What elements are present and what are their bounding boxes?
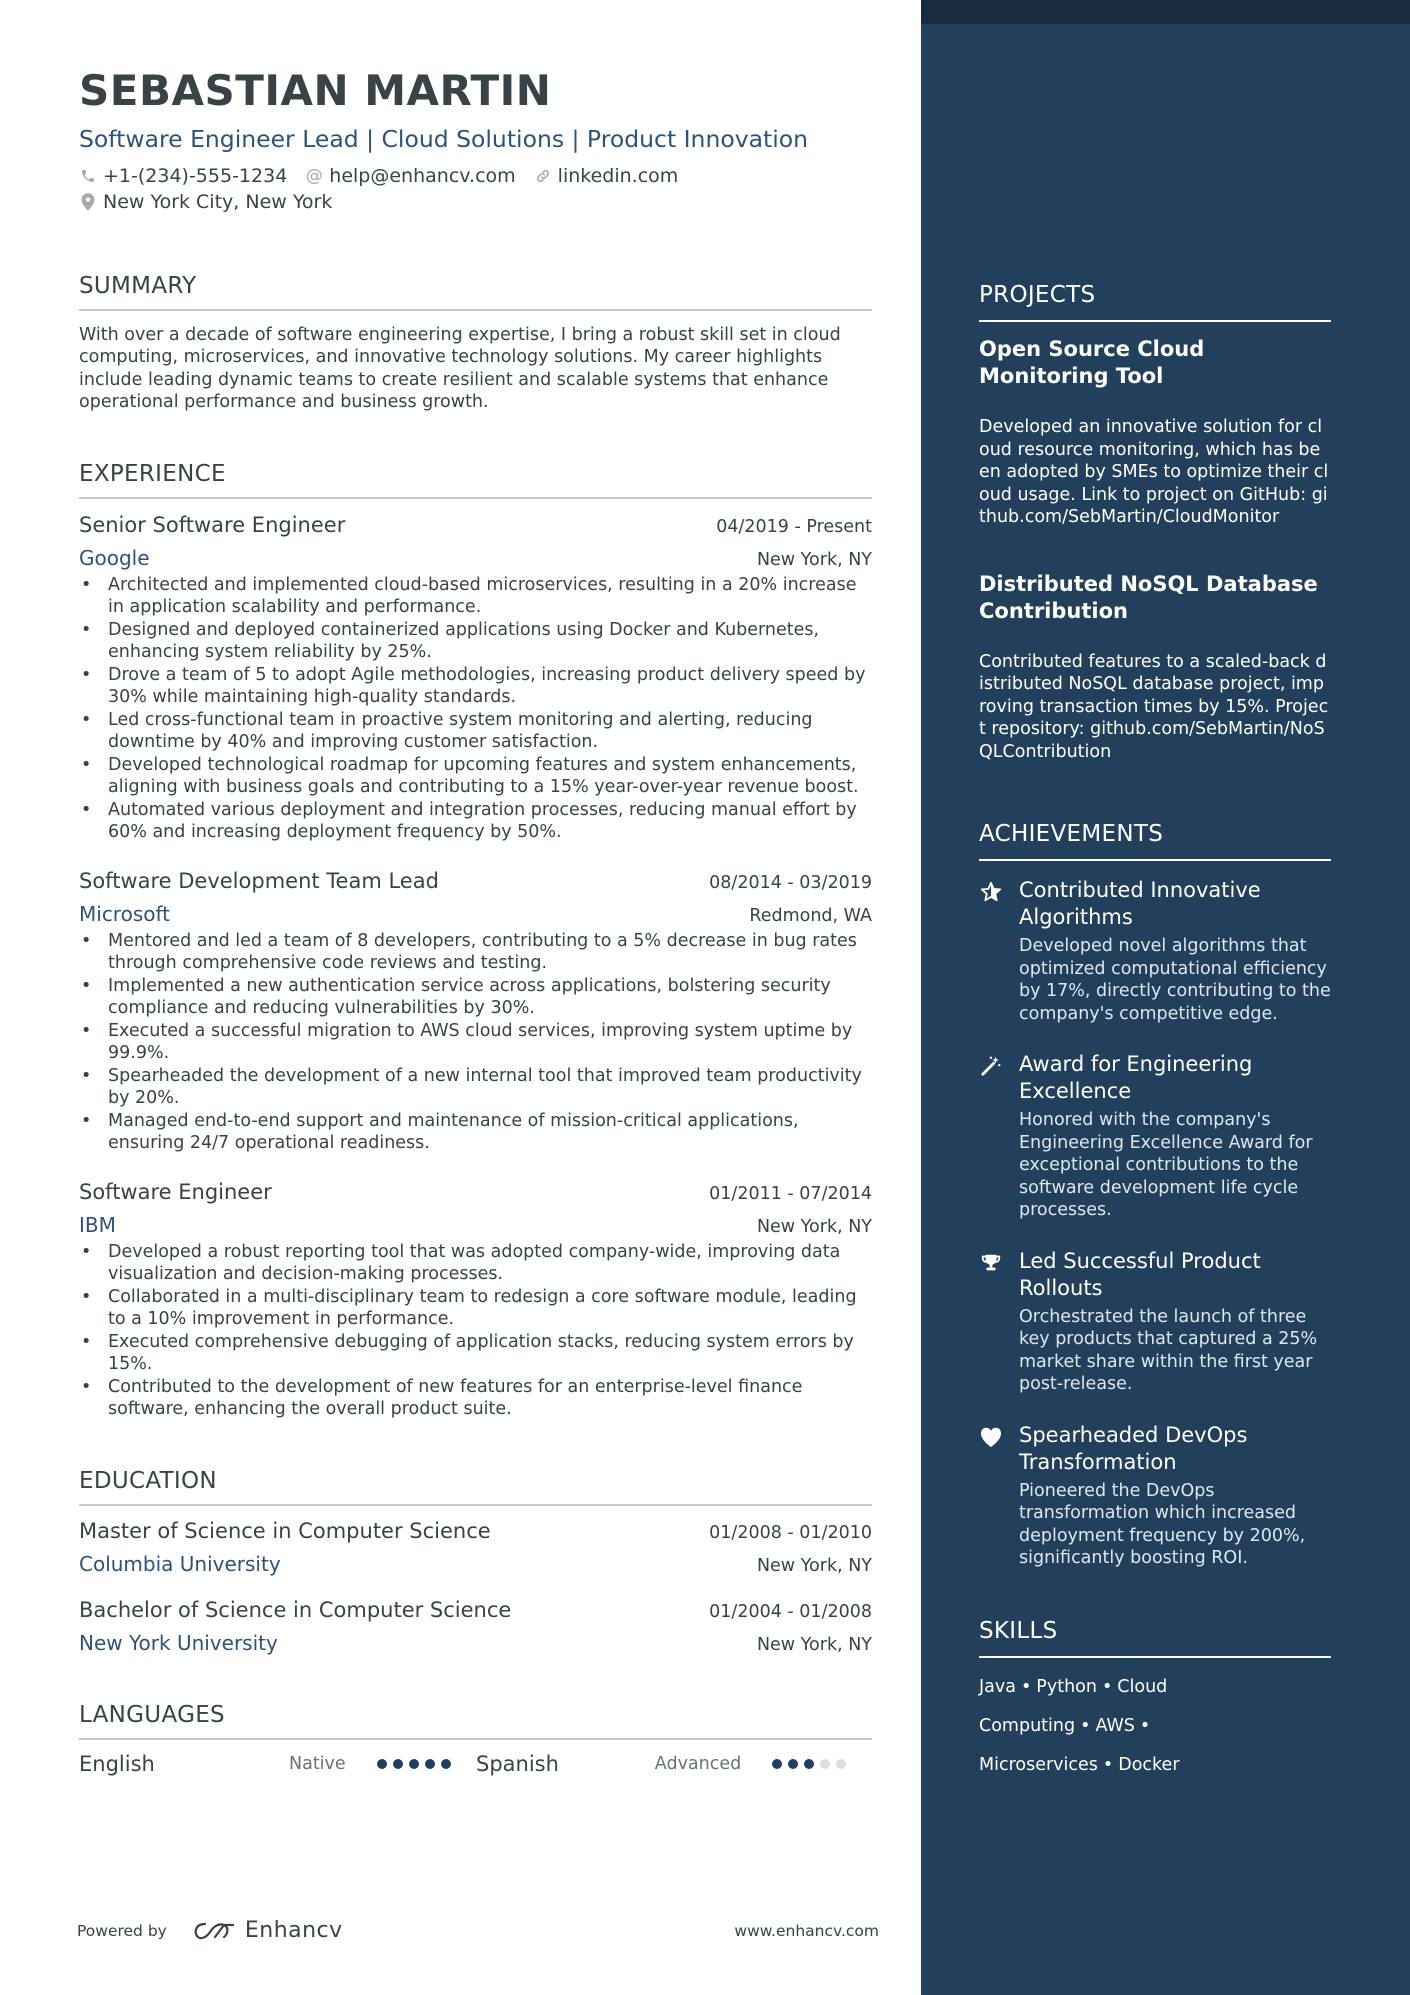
language-level: Advanced <box>654 1753 742 1774</box>
achievements-title: ACHIEVEMENTS <box>979 821 1331 861</box>
achievement-description: Orchestrated the launch of three key products that captured a 25% market share within the first year post-release. <box>1019 1306 1318 1394</box>
job-entry <box>79 869 872 1155</box>
bullet-item: • Drove a team of 5 to adopt Agile methodologies, increasing product delivery speed by 30% while maintaining high-quality standards. <box>79 664 872 709</box>
sidebar <box>921 0 1410 1995</box>
contact-link[interactable] <box>534 165 679 187</box>
experience-title: EXPERIENCE <box>79 461 872 499</box>
school-location: New York, NY <box>756 1634 872 1655</box>
achievement-description: Pioneered the DevOps transformation which increased deployment frequency by 200%, significantly boosting ROI. <box>1019 1480 1306 1568</box>
bullet-item: • Contributed to the development of new features for an enterprise-level finance software, enhancing the overall product suite. <box>79 1376 872 1421</box>
website-link[interactable]: www.enhancv.com <box>734 1921 879 1940</box>
rating-dot-filled <box>804 1759 814 1769</box>
skill-tag: AWS <box>1095 1715 1135 1736</box>
bullet-item: • Designed and deployed containerized applications using Docker and Kubernetes, enhancing system reliability by 25%. <box>79 619 872 664</box>
rating-dot-empty <box>820 1759 830 1769</box>
heart-icon <box>979 1422 1003 1570</box>
job-dates: 08/2014 - 03/2019 <box>709 872 872 893</box>
brand-logo[interactable] <box>191 1918 343 1943</box>
language-level: Native <box>289 1753 346 1774</box>
job-entry <box>79 513 872 844</box>
job-title: Software Engineer <box>79 1179 272 1204</box>
company-name: Google <box>79 545 150 570</box>
achievement-item <box>979 1422 1331 1570</box>
rating-dot-empty <box>836 1759 846 1769</box>
school-name: Columbia University <box>79 1551 281 1576</box>
degree: Bachelor of Science in Computer Science <box>79 1597 512 1622</box>
projects-title: PROJECTS <box>979 282 1331 322</box>
job-dates: 01/2011 - 07/2014 <box>709 1183 872 1204</box>
project-item <box>979 571 1331 764</box>
email-text: help@enhancv.com <box>329 164 516 187</box>
rating-dot-filled <box>393 1759 403 1769</box>
project-description: Contributed features to a scaled-back distributed NoSQL database project, improving transaction times by 15%. Project repository: github.com/SebMartin/NoSQLContribution <box>979 651 1329 762</box>
skill-tag: Java <box>979 1676 1016 1697</box>
star-icon <box>979 877 1003 1025</box>
language-rating <box>377 1759 451 1769</box>
job-title: Senior Software Engineer <box>79 512 346 537</box>
achievement-title: Award for Engineering Excellence <box>1019 1052 1253 1103</box>
achievement-item <box>979 877 1331 1025</box>
job-dates: 04/2019 - Present <box>716 516 872 537</box>
job-location: New York, NY <box>756 1216 872 1237</box>
education-entry <box>79 1598 872 1655</box>
skills-list <box>979 1668 1331 1785</box>
languages-list <box>79 1752 872 1776</box>
achievements-section <box>979 821 1331 1570</box>
skill-separator: • <box>1102 1754 1114 1775</box>
achievement-title: Led Successful Product Rollouts <box>1019 1248 1261 1300</box>
summary-text: With over a decade of software engineering expertise, I bring a robust skill set in cloud computing, microservices, and innovative technology solutions. My career highlights include leading dynamic teams to create resilient and scalable systems that enhance operational performance and business growth. <box>79 324 841 413</box>
summary-title: SUMMARY <box>79 273 872 311</box>
education-dates: 01/2004 - 01/2008 <box>709 1601 872 1622</box>
phone-icon <box>79 167 97 185</box>
summary-section <box>79 273 872 414</box>
education-title: EDUCATION <box>79 1468 872 1506</box>
rating-dot-filled <box>772 1759 782 1769</box>
languages-title: LANGUAGES <box>79 1702 872 1740</box>
project-title: Distributed NoSQL Database Contribution <box>979 571 1318 623</box>
footer <box>77 1918 879 1943</box>
education-section <box>79 1468 872 1655</box>
job-location: New York, NY <box>756 549 872 570</box>
skills-title: SKILLS <box>979 1618 1331 1658</box>
degree: Master of Science in Computer Science <box>79 1518 491 1543</box>
skill-tag: Python <box>1036 1676 1097 1697</box>
bullet-item: • Developed a robust reporting tool that was adopted company-wide, improving data visualization and decision-making processes. <box>79 1241 872 1286</box>
achievement-title: Contributed Innovative Algorithms <box>1019 878 1261 929</box>
language-name: English <box>79 1751 155 1776</box>
language-rating <box>772 1759 846 1769</box>
achievement-description: Honored with the company's Engineering Excellence Award for exceptional contributions to the software development life cycle processes. <box>1019 1110 1313 1220</box>
bullet-item: • Implemented a new authentication service across applications, bolstering security compliance and reducing vulnerabilities by 30%. <box>79 975 872 1020</box>
company-name: IBM <box>79 1212 116 1237</box>
education-dates: 01/2008 - 01/2010 <box>709 1522 872 1543</box>
skill-separator: • <box>1139 1715 1151 1736</box>
bullet-item: • Developed technological roadmap for upcoming features and system enhancements, aligning with business goals and contributing to a 15% year-over-year revenue boost. <box>79 754 872 799</box>
skill-tag: Docker <box>1118 1754 1180 1775</box>
job-bullets <box>79 1241 872 1421</box>
language-name: Spanish <box>476 1751 559 1776</box>
languages-section <box>79 1702 872 1776</box>
school-name: New York University <box>79 1630 278 1655</box>
rating-dot-filled <box>788 1759 798 1769</box>
language-item <box>476 1752 846 1776</box>
project-item <box>979 336 1331 529</box>
location-pin-icon <box>79 193 97 211</box>
location-text: New York City, New York <box>103 190 333 213</box>
magic-wand-icon <box>979 1051 1003 1222</box>
project-description: Developed an innovative solution for cloud resource monitoring, which has been adopted by SMEs to optimize their cloud usage. Link to project on GitHub: github.com/SebMartin/CloudMonitor <box>979 417 1329 527</box>
skill-separator: • <box>1101 1676 1113 1697</box>
powered-by <box>77 1918 343 1943</box>
enhancv-logo-icon <box>191 1919 237 1943</box>
sidebar-content <box>979 282 1331 1785</box>
skills-section <box>979 1618 1331 1785</box>
contact-location <box>79 191 332 213</box>
project-title: Open Source Cloud Monitoring Tool <box>979 337 1205 388</box>
headline: Software Engineer Lead | Cloud Solutions | Product Innovation <box>79 125 809 154</box>
contact-row <box>79 165 872 187</box>
bullet-item: • Executed comprehensive debugging of application stacks, reducing system errors by 15%. <box>79 1331 872 1376</box>
job-entry <box>79 1180 872 1421</box>
rating-dot-filled <box>409 1759 419 1769</box>
powered-by-text: Powered by <box>77 1921 167 1940</box>
projects-section <box>979 282 1331 763</box>
brand-name: Enhancv <box>244 1918 343 1943</box>
bullet-item: • Led cross-functional team in proactive system monitoring and alerting, reducing downtime by 40% and improving customer satisfaction. <box>79 709 872 754</box>
sidebar-top-bar <box>921 0 1410 24</box>
experience-section <box>79 461 872 1421</box>
phone-text: +1-(234)-555-1234 <box>103 164 288 187</box>
candidate-name: SEBASTIAN MARTIN <box>79 66 552 115</box>
bullet-item: • Collaborated in a multi-disciplinary team to redesign a core software module, leading to a 10% improvement in performance. <box>79 1286 872 1331</box>
achievement-title: Spearheaded DevOps Transformation <box>1019 1422 1248 1474</box>
bullet-item: • Spearheaded the development of a new internal tool that improved team productivity by 20%. <box>79 1065 872 1110</box>
bullet-item: • Automated various deployment and integration processes, reducing manual effort by 60% and increasing deployment frequency by 50%. <box>79 799 872 844</box>
trophy-icon <box>979 1248 1003 1396</box>
contact-email[interactable] <box>305 165 515 187</box>
rating-dot-filled <box>377 1759 387 1769</box>
main-column <box>79 66 872 1776</box>
rating-dot-filled <box>425 1759 435 1769</box>
bullet-item: • Executed a successful migration to AWS cloud services, improving system uptime by 99.9%. <box>79 1020 872 1065</box>
skill-separator: • <box>1080 1715 1091 1736</box>
achievement-item <box>979 1051 1331 1222</box>
contact-phone[interactable] <box>79 165 287 187</box>
link-text: linkedin.com <box>557 164 679 187</box>
school-location: New York, NY <box>756 1555 872 1576</box>
achievement-item <box>979 1248 1331 1396</box>
rating-dot-filled <box>441 1759 451 1769</box>
education-entry <box>79 1519 872 1576</box>
job-title: Software Development Team Lead <box>79 868 439 893</box>
achievement-description: Developed novel algorithms that optimized computational efficiency by 17%, directly contributing to the company's competitive edge. <box>1019 936 1331 1024</box>
bullet-item: • Mentored and led a team of 8 developers, contributing to a 5% decrease in bug rates through comprehensive code reviews and testing. <box>79 930 872 975</box>
skill-tag: Microservices <box>979 1754 1098 1775</box>
language-item <box>79 1752 476 1776</box>
skill-tag: Cloud Computing <box>979 1676 1168 1736</box>
at-icon: @ <box>305 165 323 186</box>
bullet-item: • Architected and implemented cloud-based microservices, resulting in a 20% increase in application scalability and performance. <box>79 574 872 619</box>
bullet-item: • Managed end-to-end support and maintenance of mission-critical applications, ensuring 24/7 operational readiness. <box>79 1110 872 1155</box>
job-location: Redmond, WA <box>749 905 872 926</box>
contact-row-2 <box>79 191 872 213</box>
link-icon <box>534 167 552 185</box>
job-bullets <box>79 930 872 1155</box>
skill-separator: • <box>1020 1676 1032 1697</box>
job-bullets <box>79 574 872 844</box>
company-name: Microsoft <box>79 901 171 926</box>
